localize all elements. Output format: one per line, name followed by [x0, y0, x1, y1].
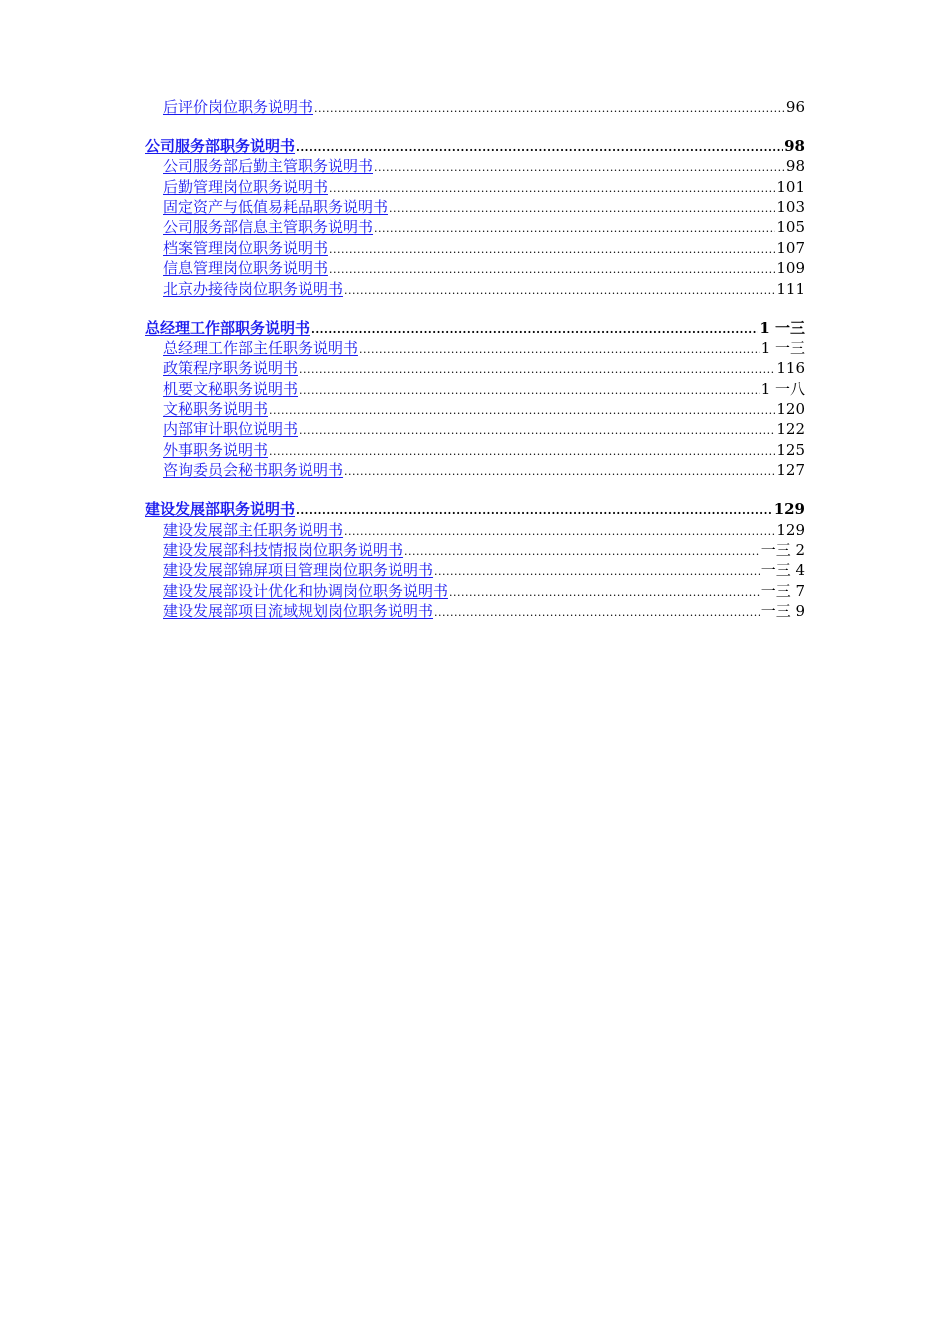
toc-entry[interactable] — [145, 581, 805, 601]
toc-page-number: 一三 2 — [760, 540, 805, 559]
dot-leader — [329, 179, 775, 197]
toc-entry-link[interactable]: 建设发展部设计优化和协调岗位职务说明书 — [163, 581, 449, 600]
toc-section-entry[interactable] — [145, 318, 805, 338]
toc-entry[interactable] — [145, 440, 805, 460]
toc-page-number: 一三 9 — [760, 602, 805, 621]
dot-leader — [314, 99, 785, 117]
toc-entry[interactable] — [145, 258, 805, 278]
dot-leader — [434, 562, 760, 580]
dot-leader — [374, 219, 775, 237]
toc-entry-link[interactable]: 总经理工作部职务说明书 — [145, 318, 311, 337]
toc-page-number: 103 — [776, 198, 805, 217]
section-gap — [145, 481, 805, 500]
toc-entry-link[interactable]: 北京办接待岗位职务说明书 — [163, 279, 344, 298]
toc-entry-link[interactable]: 公司服务部信息主管职务说明书 — [163, 218, 374, 237]
toc-entry-link[interactable]: 后勤管理岗位职务说明书 — [163, 177, 329, 196]
toc-entry[interactable] — [145, 97, 805, 117]
section-gap — [145, 299, 805, 318]
toc-entry[interactable] — [145, 540, 805, 560]
toc-entry-link[interactable]: 建设发展部锦屏项目管理岗位职务说明书 — [163, 561, 434, 580]
toc-page-number: 120 — [776, 400, 805, 419]
dot-leader — [269, 401, 775, 419]
dot-leader — [449, 583, 760, 601]
toc-page-number: 125 — [776, 440, 805, 459]
toc-entry[interactable] — [145, 238, 805, 258]
toc-entry[interactable] — [145, 197, 805, 217]
toc-entry[interactable] — [145, 601, 805, 621]
toc-page-number: 1 一三 — [759, 318, 805, 337]
toc-entry[interactable] — [145, 520, 805, 540]
toc-entry[interactable] — [145, 338, 805, 358]
toc-entry[interactable] — [145, 419, 805, 439]
toc-entry-link[interactable]: 建设发展部科技情报岗位职务说明书 — [163, 540, 404, 559]
toc-page-number: 98 — [784, 136, 805, 155]
toc-entry[interactable] — [145, 279, 805, 299]
toc-entry-link[interactable]: 公司服务部后勤主管职务说明书 — [163, 157, 374, 176]
toc-entry-link[interactable]: 建设发展部职务说明书 — [145, 500, 296, 519]
toc-page-number: 96 — [785, 98, 805, 116]
dot-leader — [389, 199, 775, 217]
dot-leader — [404, 542, 760, 560]
toc-page-number: 98 — [785, 157, 805, 176]
toc-section-entry[interactable] — [145, 136, 805, 156]
toc-entry-link[interactable]: 公司服务部职务说明书 — [145, 136, 296, 155]
toc-entry-link[interactable]: 外事职务说明书 — [163, 440, 269, 459]
toc-page-number: 111 — [776, 279, 805, 298]
toc-entry[interactable] — [145, 560, 805, 580]
toc-entry-link[interactable]: 后评价岗位职务说明书 — [163, 98, 314, 116]
toc-entry-link[interactable]: 信息管理岗位职务说明书 — [163, 259, 329, 278]
toc-entry-link[interactable]: 文秘职务说明书 — [163, 400, 269, 419]
toc-entry[interactable] — [145, 379, 805, 399]
section-gap — [145, 117, 805, 136]
toc-page-number: 129 — [773, 500, 805, 519]
toc-page-number: 122 — [776, 420, 805, 439]
toc-entry-link[interactable]: 内部审计职位说明书 — [163, 420, 299, 439]
toc-page-number: 1 一三 — [760, 338, 805, 357]
toc-entry[interactable] — [145, 156, 805, 176]
toc-page-number: 1 一八 — [760, 379, 805, 398]
dot-leader — [296, 138, 783, 156]
toc-entry-link[interactable]: 建设发展部项目流域规划岗位职务说明书 — [163, 602, 434, 621]
toc-page-number: 129 — [776, 520, 805, 539]
dot-leader — [434, 603, 760, 621]
toc-page-number: 一三 4 — [760, 561, 805, 580]
dot-leader — [296, 501, 773, 519]
toc-page-number: 105 — [776, 218, 805, 237]
dot-leader — [374, 158, 785, 176]
toc-entry[interactable] — [145, 460, 805, 480]
toc-entry-link[interactable]: 政策程序职务说明书 — [163, 359, 299, 378]
toc-entry-link[interactable]: 档案管理岗位职务说明书 — [163, 238, 329, 257]
toc-page-number: 一三 7 — [760, 581, 805, 600]
toc-section-entry[interactable] — [145, 499, 805, 519]
toc-entry[interactable] — [145, 177, 805, 197]
toc-page-number: 107 — [776, 238, 805, 257]
toc-entry-link[interactable]: 总经理工作部主任职务说明书 — [163, 338, 359, 357]
toc-entry-link[interactable]: 咨询委员会秘书职务说明书 — [163, 461, 344, 480]
dot-leader — [269, 442, 775, 460]
toc-page-number: 101 — [776, 177, 805, 196]
dot-leader — [329, 260, 775, 278]
dot-leader — [329, 240, 775, 258]
dot-leader — [344, 522, 775, 540]
dot-leader — [299, 381, 760, 399]
toc-entry[interactable] — [145, 358, 805, 378]
toc-entry-link[interactable]: 固定资产与低值易耗品职务说明书 — [163, 198, 389, 217]
toc-entry[interactable] — [145, 217, 805, 237]
toc-entry-link[interactable]: 机要文秘职务说明书 — [163, 379, 299, 398]
dot-leader — [299, 360, 775, 378]
toc-page-number: 116 — [776, 359, 805, 378]
table-of-contents — [145, 97, 805, 621]
toc-entry-link[interactable]: 建设发展部主任职务说明书 — [163, 520, 344, 539]
toc-page-number: 109 — [776, 259, 805, 278]
dot-leader — [299, 421, 775, 439]
dot-leader — [344, 281, 775, 299]
toc-entry[interactable] — [145, 399, 805, 419]
toc-page-number: 127 — [776, 461, 805, 480]
dot-leader — [311, 320, 758, 338]
dot-leader — [344, 462, 775, 480]
dot-leader — [359, 340, 760, 358]
